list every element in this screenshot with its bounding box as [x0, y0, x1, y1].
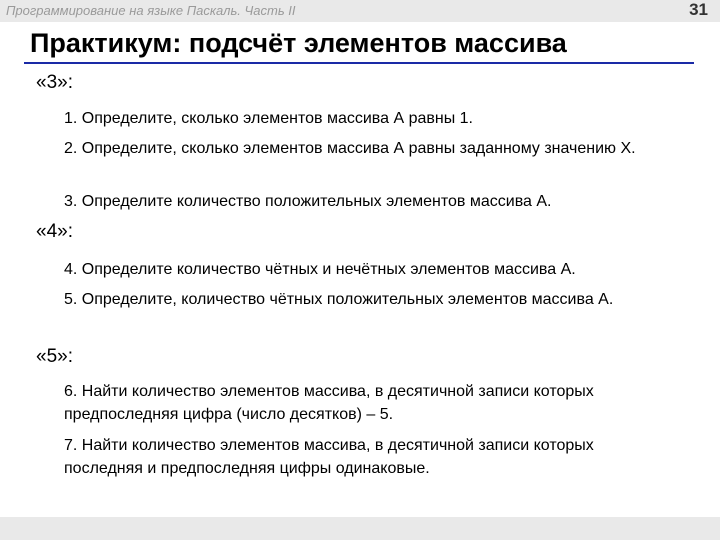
task-7: 7. Найти количество элементов массива, в десятичной записи которых последняя и предпоследняя цифры одинаковые.: [64, 437, 594, 477]
title-underline: [24, 62, 694, 64]
footer-bar: [0, 517, 720, 540]
task-5: 5. Определите, количество чётных положительных элементов массива А.: [64, 291, 614, 308]
task-4: 4. Определите количество чётных и нечётных элементов массива А.: [64, 261, 576, 278]
page-number: 31: [689, 0, 708, 19]
level-3-label: «3»:: [36, 72, 73, 93]
task-3: 3. Определите количество положительных элементов массива А.: [64, 193, 552, 210]
slide-title: Практикум: подсчёт элементов массива: [30, 28, 567, 58]
level-4-label: «4»:: [36, 221, 73, 242]
course-title: Программирование на языке Паскаль. Часть II: [6, 3, 296, 18]
level-5-label: «5»:: [36, 346, 73, 367]
task-2: 2. Определите, сколько элементов массива А равны заданному значению X.: [64, 140, 636, 157]
task-6: 6. Найти количество элементов массива, в десятичной записи которых предпоследняя цифра (число десятков) – 5.: [64, 383, 594, 423]
header-bar: [0, 0, 720, 22]
task-1: 1. Определите, сколько элементов массива А равны 1.: [64, 110, 473, 127]
